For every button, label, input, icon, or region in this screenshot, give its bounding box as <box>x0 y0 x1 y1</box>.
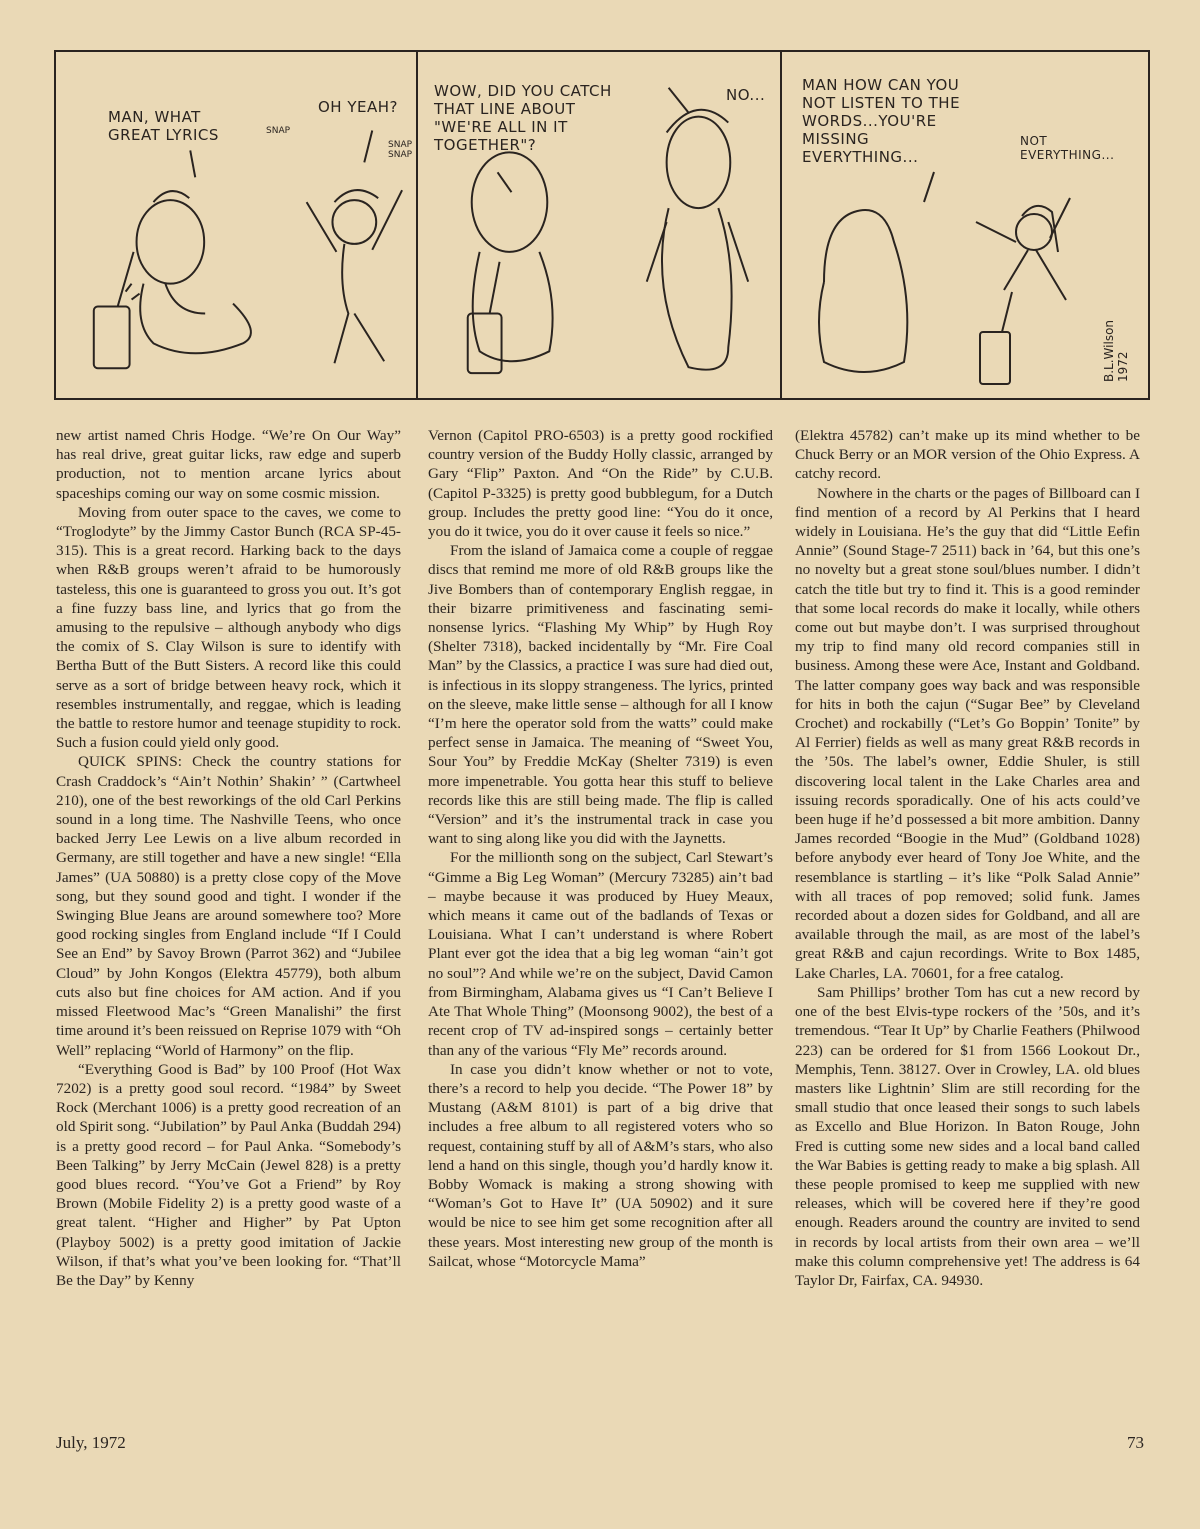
panel-2-speech-right: NO... <box>726 86 766 104</box>
panel-1-sfx-snap-snap: SNAP SNAP <box>388 140 413 160</box>
issue-date: July, 1972 <box>56 1433 126 1452</box>
col2-paragraph: From the island of Jamaica come a couple of reggae discs that remind me more of old R&B groups like the Jive Bombers than of contemporary English reggae, in their bizarre primitiveness and fascinating semi-nonsense lyrics. “Flashing My Whip” by Hugh Roy (Shelter 7318), backed incidentally by “Mr. Fire Coal Man” by the Classics, a practice I was sure had died out, is infectious in its sloppy strangeness. The lyrics, printed on the sleeve, make little sense – although for all I know “I’m here the operator sold from the watts” could make perfect sense in Jamaica. The meaning of “Sweet You, Sour You” by Freddie McKay (Shelter 7319) is even more impenetrable. You gotta hear this stuff to believe records like this are still being made. The flip is called “Version” and it’s the instrumental track in case you want to sing along like you did with the Jaynetts. <box>428 542 773 848</box>
comic-panel-3 <box>784 52 1148 398</box>
col1-paragraph: Moving from outer space to the caves, we come to “Troglodyte” by the Jimmy Castor Bunch (RCA SP-45-315). This is a great record. Harking back to the days when R&B groups weren’t afraid to be humorously tasteless, this one is guaranteed to gross you out. It’s got a fine fuzzy bass line, and lyrics that go from the amusing to the repulsive – although anybody who digs the comix of S. Clay Wilson is sure to identify with Bertha Butt of the Butt Sisters. A record like this could serve as a sort of bridge between heavy rock, which it resembles instrumentally, and reggae, which is leading the battle to restore humor and teenage stupidity to rock. Such a fusion could yield only good. <box>56 503 401 752</box>
col2-paragraph: Vernon (Capitol PRO-6503) is a pretty good rockified country version of the Buddy Holly classic, arranged by Gary “Flip” Paxton. And “On the Ride” by C.U.B. (Capitol P-3325) is pretty good bubblegum, for a Dutch group. Includes the pretty good line: “You do it once, you do it twice, you do it over cause it feels so nice.” <box>428 427 773 541</box>
article-column-3 <box>795 426 1140 1290</box>
comic-panel-2 <box>420 52 782 398</box>
artist-signature: B.L.Wilson 1972 <box>1102 319 1130 382</box>
col3-paragraph: Sam Phillips’ brother Tom has cut a new record by one of the best Elvis-type rockers of the ’50s, and it’s tremendous. “Tear It Up” by Charlie Feathers (Philwood 223) can be ordered for $1 from 1566 Lookout Dr., Memphis, Tenn. 38127. Over in Crowley, LA. old blues masters like Lightnin’ Slim are still recording for the small studio that once leased their songs to such labels as Excello and Blue Horizon. In Baton Rouge, John Fred is cutting some new sides and a local band called the War Babies is getting ready to make a big splash. All these people promised to keep me supplied with new releases, which will be covered here if they’re good enough. Readers around the country are invited to send in records by local artists from their own area – we’ll make this column comprehensive yet! The address is 64 Taylor Dr, Fairfax, CA. 94930. <box>795 983 1140 1289</box>
comic-strip <box>54 50 1150 400</box>
comic-panel-1 <box>56 52 418 398</box>
panel-1-speech-right: OH YEAH? <box>318 98 398 116</box>
col2-paragraph: For the millionth song on the subject, Carl Stewart’s “Gimme a Big Leg Woman” (Mercury 73285) ain’t bad – maybe because it was produced by Huey Meaux, which means it came out of the badlands of Texas or Louisiana. What I can’t understand is where Robert Plant ever got the idea that a big leg woman “ain’t got no soul”? And while we’re on the subject, David Camon from Birmingham, Alabama gives us “I Can’t Believe I Ate That Whole Thing” (Moonsong 9002), the best of a recent crop of TV ad-inspired songs – certainly better than any of the various “Fly Me” records around. <box>428 849 773 1059</box>
col1-paragraph: new artist named Chris Hodge. “We’re On Our Way” has real drive, great guitar licks, raw edge and superb production, not to mention arcane lyrics about spaceships coming our way on some cosmic mission. <box>56 427 401 502</box>
panel-3-speech-right: NOT EVERYTHING... <box>1020 134 1115 162</box>
article-column-1 <box>56 426 401 1290</box>
panel-3-speech-left: MAN HOW CAN YOU NOT LISTEN TO THE WORDS...YOU'RE MISSING EVERYTHING... <box>802 76 961 166</box>
panel-1-speech-left: MAN, WHAT GREAT LYRICS <box>108 108 219 144</box>
col2-paragraph: In case you didn’t know whether or not to vote, there’s a record to help you decide. “The Power 18” by Mustang (A&M 8101) is part of a big drive that includes a free album to all registered voters who so request, containing stuff by all of A&M’s stars, who also lend a hand on this single, though you’d hardly know it. Bobby Womack is making a strong showing with “Woman’s Got to Have It” (UA 50902) and it sure would be nice to see him get some recognition after all these years. Most interesting new group of the month is Sailcat, whose “Motorcycle Mama” <box>428 1060 773 1270</box>
col1-paragraph: QUICK SPINS: Check the country stations for Crash Craddock’s “Ain’t Nothin’ Shakin’ ” (Cartwheel 210), one of the best reworkings of the old Carl Perkins sound in a long time. The Nashville Teens, who once backed Jerry Lee Lewis on a live album recorded in Germany, are still together and have a new single! “Ella James” (UA 50880) is a pretty close copy of the Move song, but they sound good and tight. I wonder if the Swinging Blue Jeans are around somewhere too? More good rocking singles from England include “If I Could See an End” by Savoy Brown (Parrot 362) and “Jubilee Cloud” by John Kongos (Elektra 45779), both album cuts also but fine choices for AM action. And if you missed Fleetwood Mac’s “Green Manalishi” the first time around it’s been reissued on Reprise 1079 with “Oh Well” replacing “World of Harmony” on the flip. <box>56 753 401 1059</box>
col3-paragraph: Nowhere in the charts or the pages of Billboard can I find mention of a record by Al Perkins that I heard widely in Louisiana. He’s the guy that did “Little Eefin Annie” (Sound Stage-7 2511) back in ’64, but this one’s no novelty but a great stone soul/blues number. I didn’t catch the title but try to find it. This is a good reminder that some local records do make it locally, while others come out but maybe don’t. I was surprised throughout my trip to find many old record companies still in business. Among these were Ace, Instant and Goldband. The latter company goes way back and was responsible for hits in both the cajun (“Sugar Bee” by Cleveland Crochet) and rockabilly (“Let’s Go Boppin’ Tonite” by Al Ferrier) fields as well as many great R&B records in the ’50s. The label’s owner, Eddie Shuler, is still discovering local talent in the Lake Charles area and issuing records sporadically. One of his acts could’ve been huge if he’d possessed a bit more ambition. Danny James recorded “Boogie in the Mud” (Goldband 1028) before anybody ever heard of Tony Joe White, and the resemblance is startling – it’s like “Polk Salad Annie” with all traces of pop removed; solid funk. James recorded about a dozen sides for Goldband, and all are available through the mail, as are most of the label’s great R&B and cajun recordings. Write to Box 1485, Lake Charles, LA. 70601, for a free catalog. <box>795 484 1140 982</box>
panel-1-sfx-snap: SNAP <box>266 126 291 136</box>
col3-paragraph: (Elektra 45782) can’t make up its mind whether to be Chuck Berry or an MOR version of the Ohio Express. A catchy record. <box>795 427 1140 483</box>
panel-2-speech-left: WOW, DID YOU CATCH THAT LINE ABOUT "WE'RE ALL IN IT TOGETHER"? <box>434 82 612 154</box>
col1-paragraph: “Everything Good is Bad” by 100 Proof (Hot Wax 7202) is a pretty good soul record. “1984” by Sweet Rock (Merchant 1006) is a pretty good recreation of an old Spirit song. “Jubilation” by Paul Anka (Buddah 294) is a pretty good record – for Paul Anka. “Somebody’s Been Talking” by Jerry McCain (Jewel 828) is a pretty good blues record. “You’ve Got a Friend” by Roy Brown (Mobile Fidelity 2) is a pretty good waste of a great talent. “Higher and Higher” by Pat Upton (Playboy 5002) is a pretty good imitation of Jackie Wilson, if that’s what you’ve been looking for. “That’ll Be the Day” by Kenny <box>56 1060 401 1289</box>
article-column-2 <box>428 426 773 1271</box>
page-number: 73 <box>1127 1433 1144 1452</box>
